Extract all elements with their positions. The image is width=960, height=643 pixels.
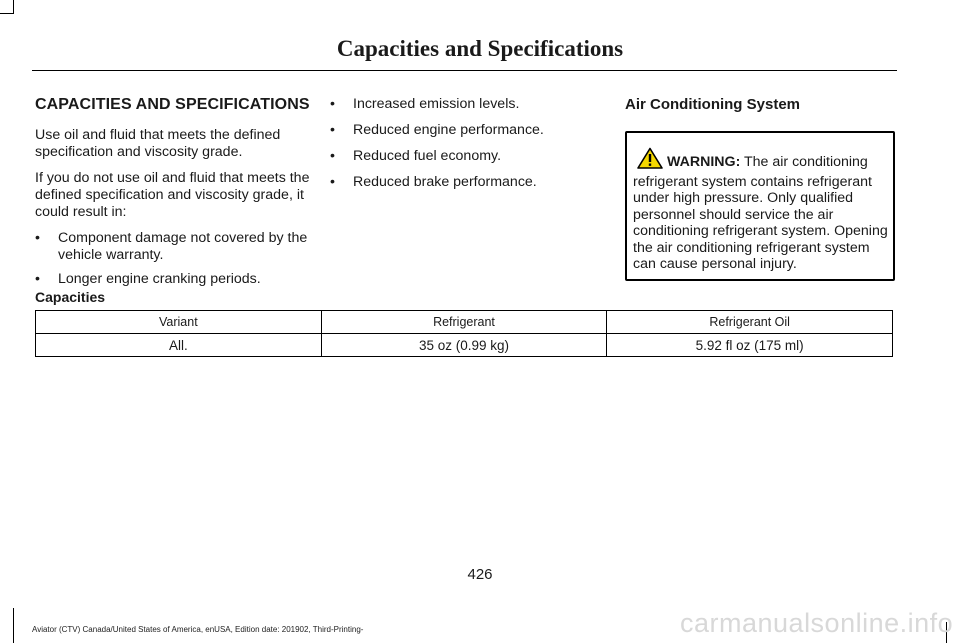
crop-mark-top-left-h: [0, 13, 14, 14]
list-item: • Reduced brake performance.: [330, 174, 537, 190]
cell-variant: All.: [36, 334, 322, 357]
list-item: • Increased emission levels.: [330, 96, 520, 112]
watermark: carmanualsonline.info: [680, 608, 954, 638]
list-item: • Reduced fuel economy.: [330, 148, 502, 164]
crop-mark-top-left-v: [13, 0, 14, 14]
page-number: 426: [467, 566, 493, 583]
table-header-row: [36, 311, 893, 334]
bullet-icon: •: [35, 230, 40, 246]
consequence-list-continued: [330, 96, 600, 191]
warning-box: [625, 131, 895, 281]
table-row: [36, 334, 893, 357]
header-refrigerant-oil: Refrigerant Oil: [607, 311, 893, 334]
consequence-list: [35, 230, 310, 288]
cell-refrigerant-oil: 5.92 fl oz (175 ml): [607, 334, 893, 357]
edition-footer: Aviator (CTV) Canada/United States of America, enUSA, Edition date: 201902, Third-Printing-: [32, 625, 364, 634]
crop-mark-bottom-left-v: [13, 608, 14, 643]
header-variant: Variant: [36, 311, 322, 334]
bullet-icon: •: [330, 122, 335, 138]
warning-text: The air conditioning refrigerant system contains refrigerant under high pressure. Only qualified personnel should service the air conditioning refrigerant system. Opening the air conditioning refrigerant system can cause personal injury.: [633, 154, 888, 272]
cell-refrigerant: 35 oz (0.99 kg): [321, 334, 607, 357]
page-title: Capacities and Specifications: [336, 36, 624, 61]
intro-paragraph: Use oil and fluid that meets the defined specification and viscosity grade.: [35, 127, 281, 160]
list-item: • Reduced engine performance.: [330, 122, 544, 138]
consequence-paragraph: If you do not use oil and fluid that meets the defined specification and viscosity grade, it could result in:: [35, 170, 310, 220]
header-rule: [32, 70, 897, 71]
list-item: • Component damage not covered by the vehicle warranty.: [35, 230, 308, 263]
bullet-icon: •: [330, 174, 335, 190]
column-middle: [330, 96, 600, 200]
list-item: • Longer engine cranking periods.: [35, 271, 261, 287]
bullet-icon: •: [35, 271, 40, 287]
bullet-icon: •: [330, 96, 335, 112]
column-right: [625, 96, 895, 281]
header-refrigerant: Refrigerant: [321, 311, 607, 334]
column-left: [35, 96, 310, 295]
bullet-icon: •: [330, 148, 335, 164]
capacities-table: [35, 310, 893, 357]
warning-triangle-icon: [637, 147, 663, 174]
ac-system-heading: Air Conditioning System: [625, 96, 801, 113]
warning-label: WARNING:: [667, 154, 741, 170]
capacities-title: Capacities: [35, 289, 106, 305]
section-heading: CAPACITIES AND SPECIFICATIONS: [35, 96, 310, 113]
